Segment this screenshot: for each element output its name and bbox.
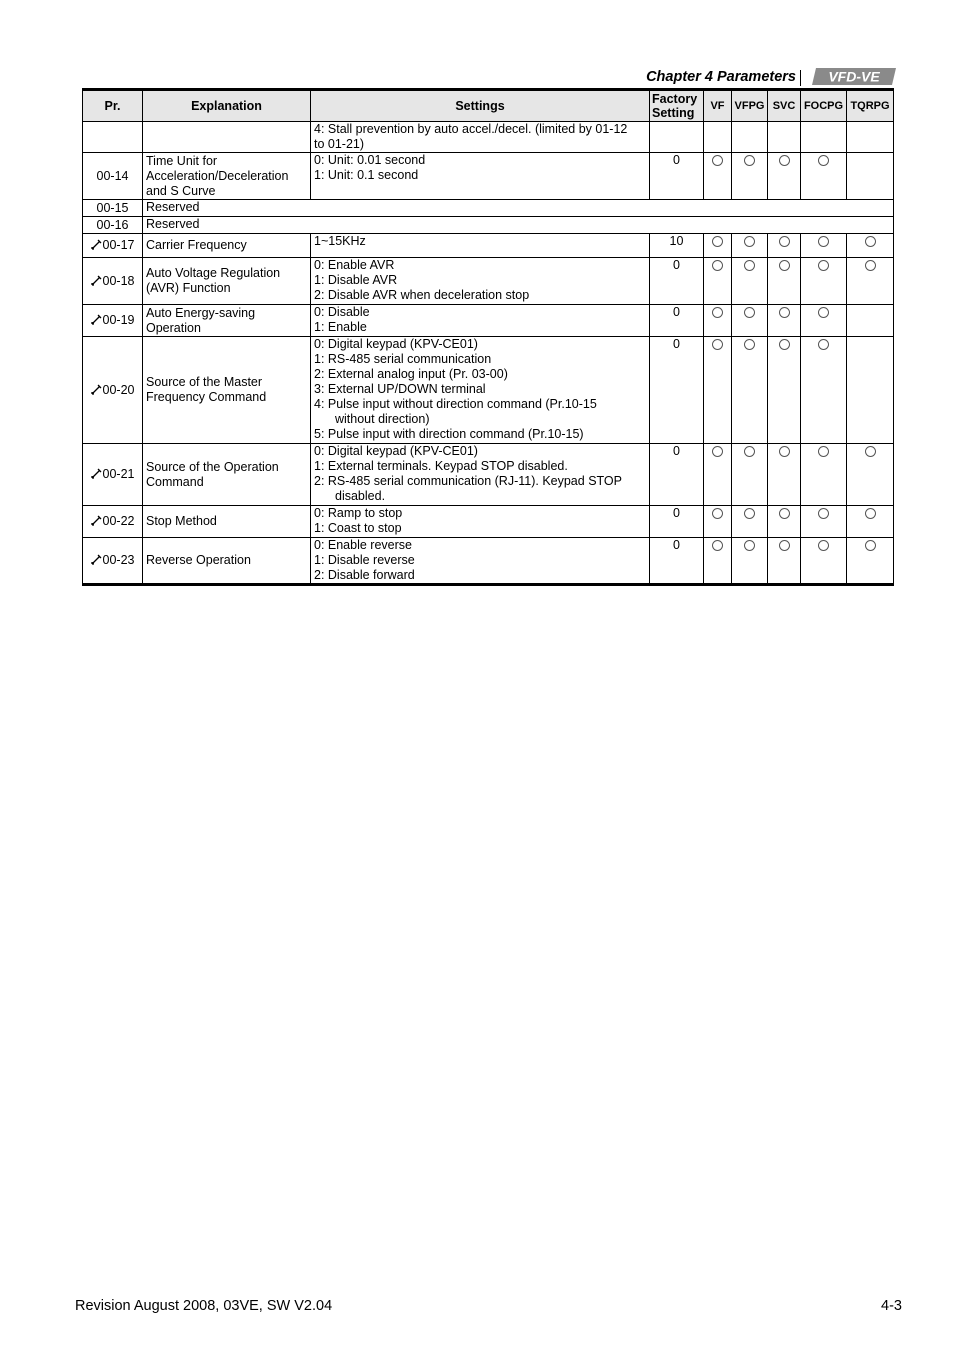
table-header-row [83, 90, 894, 122]
supported-circle-icon [712, 508, 723, 519]
explanation-cell: Auto Voltage Regulation (AVR) Function [143, 258, 311, 305]
explanation-cell: Reverse Operation [143, 538, 311, 585]
settings-cell: 0: Disable 1: Enable [311, 305, 650, 337]
factory-setting: 0 [650, 538, 704, 585]
page-number: 4-3 [881, 1298, 902, 1314]
supported-circle-icon [818, 236, 829, 247]
supported-circle-icon [779, 307, 790, 318]
explanation-cell: Auto Energy-saving Operation [143, 305, 311, 337]
supported-circle-icon [744, 307, 755, 318]
factory-setting: 0 [650, 337, 704, 444]
param-number: 00-21 [83, 444, 143, 506]
parameter-table [82, 88, 894, 586]
supported-circle-icon [744, 508, 755, 519]
supported-circle-icon [779, 540, 790, 551]
factory-setting: 0 [650, 305, 704, 337]
pencil-icon [91, 515, 102, 526]
supported-circle-icon [779, 236, 790, 247]
supported-circle-icon [818, 446, 829, 457]
supported-circle-icon [865, 508, 876, 519]
settings-cell: 1~15KHz [311, 234, 650, 258]
table-row-reserved [83, 200, 894, 217]
supported-circle-icon [818, 155, 829, 166]
param-number: 00-17 [83, 234, 143, 258]
col-header-tqrpg: TQRPG [847, 90, 894, 122]
supported-circle-icon [744, 339, 755, 350]
supported-circle-icon [779, 260, 790, 271]
settings-cell: 0: Enable AVR 1: Disable AVR 2: Disable AVR when deceleration stop [311, 258, 650, 305]
col-header-svc: SVC [768, 90, 801, 122]
pencil-icon [91, 239, 102, 250]
param-number: 00-18 [83, 258, 143, 305]
factory-setting: 0 [650, 444, 704, 506]
table-row [83, 234, 894, 258]
page-header [600, 66, 896, 88]
factory-setting: 0 [650, 506, 704, 538]
supported-circle-icon [744, 236, 755, 247]
pencil-icon [91, 314, 102, 325]
explanation-cell: Source of the Operation Command [143, 444, 311, 506]
table-row [83, 337, 894, 444]
supported-circle-icon [744, 260, 755, 271]
col-header-pr: Pr. [83, 90, 143, 122]
param-number: 00-23 [83, 538, 143, 585]
supported-circle-icon [712, 260, 723, 271]
explanation-cell: Time Unit for Acceleration/Deceleration and S Curve [143, 153, 311, 200]
param-number: 00-16 [83, 217, 143, 234]
supported-circle-icon [744, 155, 755, 166]
logo-text: VFD-VE [828, 68, 880, 85]
supported-circle-icon [712, 236, 723, 247]
supported-circle-icon [865, 540, 876, 551]
table-row [83, 153, 894, 200]
chapter-title: Chapter 4 Parameters [646, 69, 796, 85]
supported-circle-icon [865, 446, 876, 457]
supported-circle-icon [744, 446, 755, 457]
supported-circle-icon [744, 540, 755, 551]
revision-footer: Revision August 2008, 03VE, SW V2.04 [75, 1298, 333, 1314]
settings-cell: 4: Stall prevention by auto accel./decel. (limited by 01-12 to 01-21) [311, 122, 650, 153]
table-row [83, 444, 894, 506]
col-header-vfpg: VFPG [732, 90, 768, 122]
supported-circle-icon [818, 508, 829, 519]
supported-circle-icon [865, 236, 876, 247]
supported-circle-icon [779, 339, 790, 350]
supported-circle-icon [712, 540, 723, 551]
supported-circle-icon [712, 339, 723, 350]
table-row [83, 305, 894, 337]
table-row-continuation [83, 122, 894, 153]
table-row [83, 538, 894, 585]
explanation-cell: Carrier Frequency [143, 234, 311, 258]
supported-circle-icon [779, 508, 790, 519]
supported-circle-icon [818, 339, 829, 350]
header-divider [800, 70, 801, 86]
reserved-cell: Reserved [143, 200, 894, 217]
col-header-explanation: Explanation [143, 90, 311, 122]
param-number: 00-15 [83, 200, 143, 217]
param-number: 00-22 [83, 506, 143, 538]
col-header-settings: Settings [311, 90, 650, 122]
vfd-ve-logo [812, 68, 896, 85]
factory-setting: 0 [650, 153, 704, 200]
supported-circle-icon [712, 155, 723, 166]
pencil-icon [91, 275, 102, 286]
pencil-icon [91, 554, 102, 565]
col-header-factory-setting: Factory Setting [650, 90, 704, 122]
settings-cell: 0: Enable reverse 1: Disable reverse 2: Disable forward [311, 538, 650, 585]
settings-cell: 0: Digital keypad (KPV-CE01) 1: RS-485 serial communication 2: External analog input (Pr. 03-00) 3: External UP/DOWN terminal 4: Pulse input without direction command (Pr.10-15 without direction) 5: Pulse input with direction command (Pr.10-15) [311, 337, 650, 444]
supported-circle-icon [779, 446, 790, 457]
param-number: 00-14 [83, 153, 143, 200]
table-row-reserved [83, 217, 894, 234]
supported-circle-icon [712, 307, 723, 318]
table-row [83, 506, 894, 538]
reserved-cell: Reserved [143, 217, 894, 234]
supported-circle-icon [865, 260, 876, 271]
factory-setting: 10 [650, 234, 704, 258]
explanation-cell: Source of the Master Frequency Command [143, 337, 311, 444]
factory-setting: 0 [650, 258, 704, 305]
supported-circle-icon [818, 540, 829, 551]
col-header-vf: VF [704, 90, 732, 122]
settings-cell: 0: Ramp to stop 1: Coast to stop [311, 506, 650, 538]
table-row [83, 258, 894, 305]
pencil-icon [91, 384, 102, 395]
param-number: 00-19 [83, 305, 143, 337]
settings-cell: 0: Unit: 0.01 second 1: Unit: 0.1 second [311, 153, 650, 200]
col-header-focpg: FOCPG [801, 90, 847, 122]
supported-circle-icon [818, 307, 829, 318]
supported-circle-icon [712, 446, 723, 457]
supported-circle-icon [779, 155, 790, 166]
param-number: 00-20 [83, 337, 143, 444]
pencil-icon [91, 468, 102, 479]
supported-circle-icon [818, 260, 829, 271]
settings-cell: 0: Digital keypad (KPV-CE01) 1: External terminals. Keypad STOP disabled. 2: RS-485 serial communication (RJ-11). Keypad STOP disabled. [311, 444, 650, 506]
explanation-cell: Stop Method [143, 506, 311, 538]
